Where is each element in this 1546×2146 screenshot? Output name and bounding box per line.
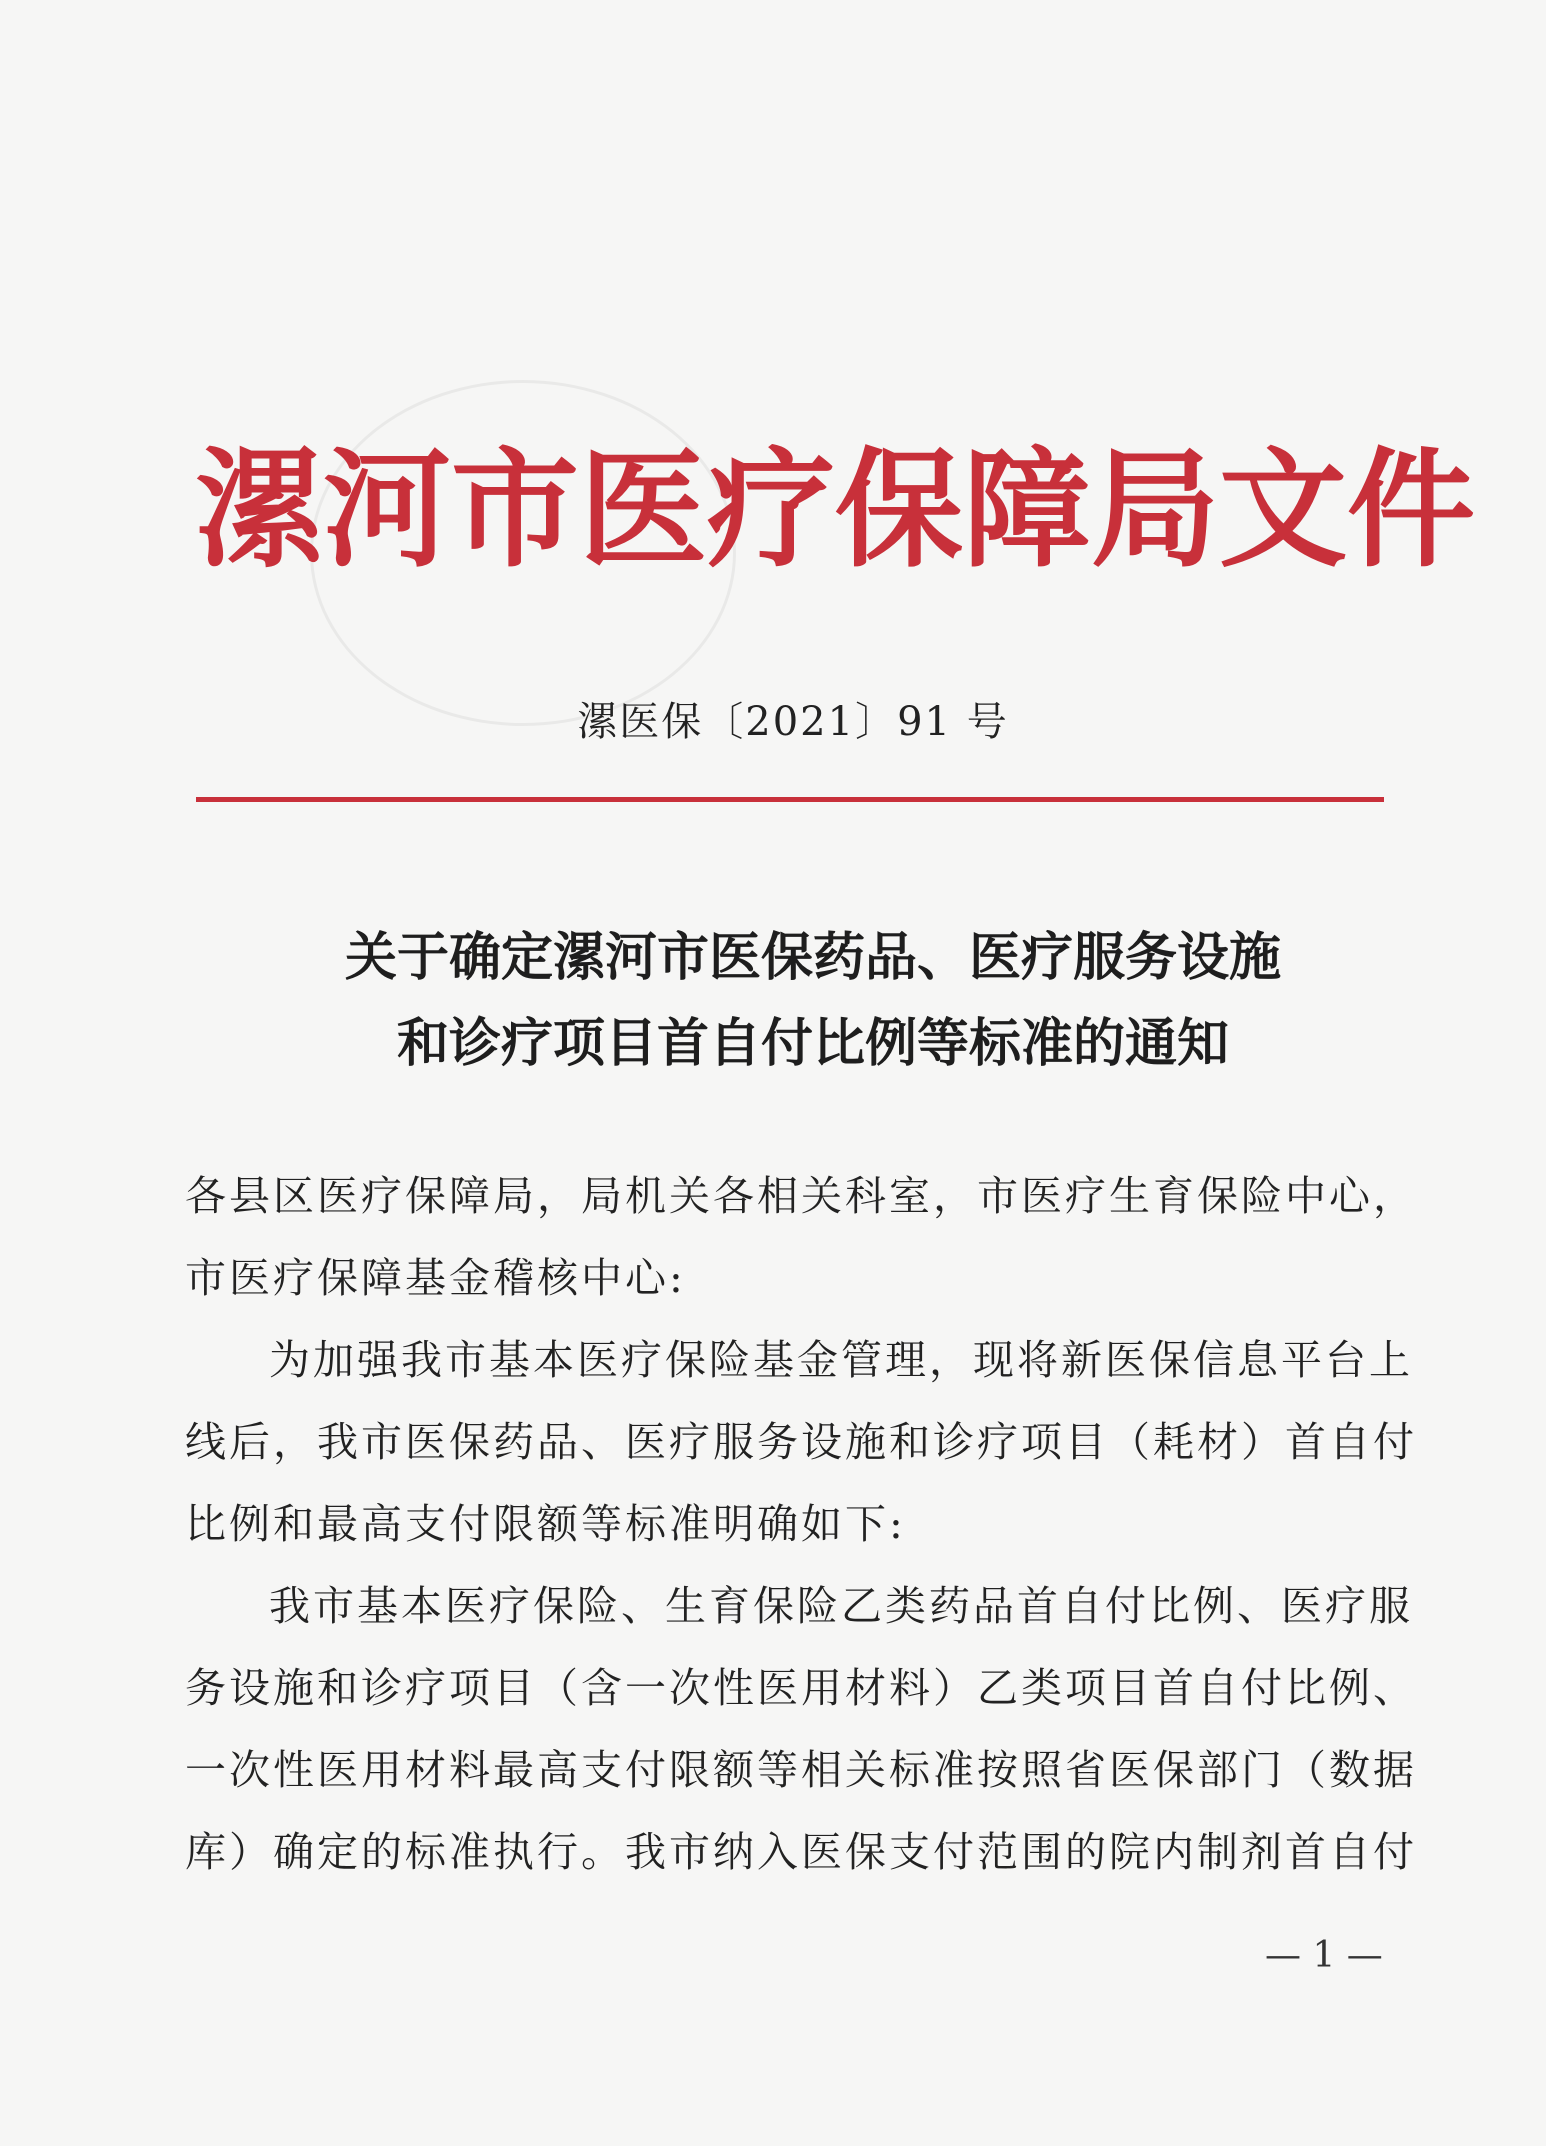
- document-number: 漯医保〔2021〕91 号: [577, 699, 1009, 745]
- notice-subject: [0, 915, 1546, 1087]
- body-line: 各县区医疗保障局，局机关各相关科室，市医疗生育保险中心，: [185, 1172, 1417, 1220]
- body-line: 务设施和诊疗项目（含一次性医用材料）乙类项目首自付比例、: [185, 1664, 1417, 1712]
- document-title: 漯河市医疗保障局文件: [195, 435, 1476, 585]
- body-line: 一次性医用材料最高支付限额等相关标准按照省医保部门（数据: [185, 1746, 1417, 1794]
- red-divider-line: [196, 797, 1384, 802]
- body-line: 比例和最高支付限额等标准明确如下:: [185, 1500, 906, 1548]
- page-number: — 1 —: [1265, 1935, 1383, 1976]
- body-line: 线后，我市医保药品、医疗服务设施和诊疗项目（耗材）首自付: [185, 1418, 1417, 1466]
- body-line: 市医疗保障基金稽核中心:: [185, 1254, 686, 1302]
- subject-line-2: 和诊疗项目首自付比例等标准的通知: [396, 1013, 1229, 1074]
- body-line: 我市基本医疗保险、生育保险乙类药品首自付比例、医疗服: [269, 1582, 1413, 1630]
- body-line: 库）确定的标准执行。我市纳入医保支付范围的院内制剂首自付: [185, 1828, 1417, 1876]
- notice-body: [185, 1155, 1417, 1893]
- subject-line-1: 关于确定漯河市医保药品、医疗服务设施: [344, 927, 1281, 988]
- body-line: 为加强我市基本医疗保险基金管理，现将新医保信息平台上: [269, 1336, 1413, 1384]
